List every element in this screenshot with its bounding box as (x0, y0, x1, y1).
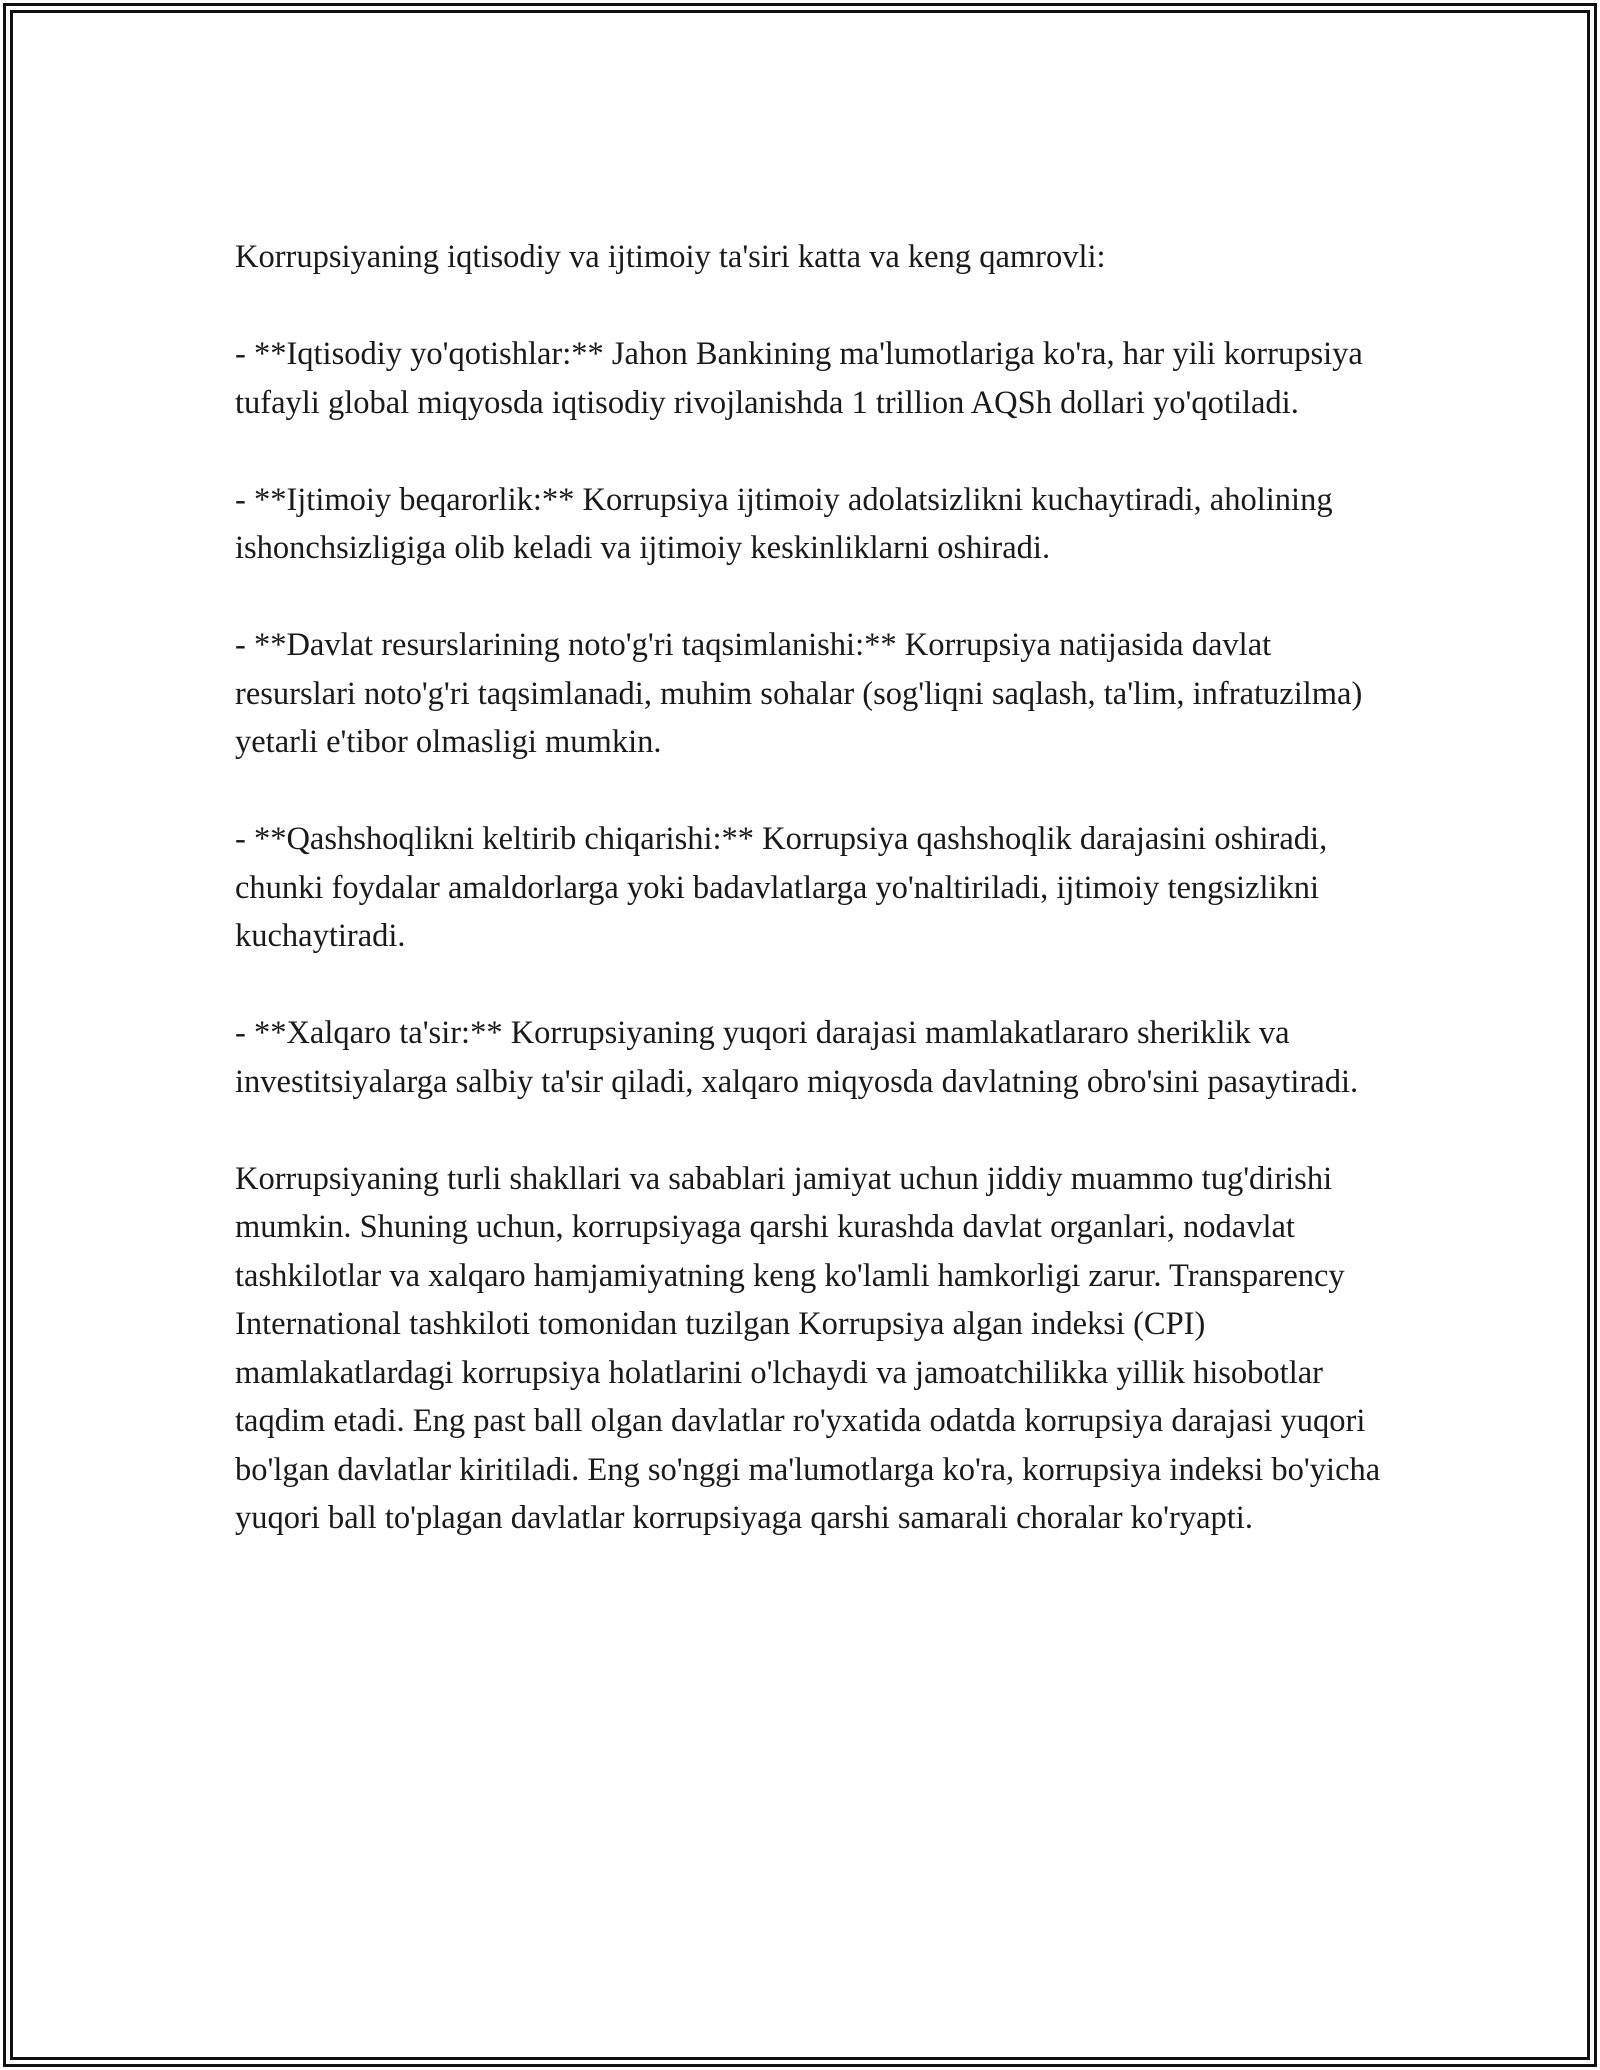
list-item-social-instability: - **Ijtimoiy beqarorlik:** Korrupsiya ijtimoiy adolatsizlikni kuchaytiradi, aholining ishonchsizligiga olib keladi va ijtimoiy keskinliklarni oshiradi. (235, 481, 1333, 566)
list-item-economic-losses: - **Iqtisodiy yo'qotishlar:** Jahon Bankining ma'lumotlariga ko'ra, har yili korrupsiya tufayli global miqyosda iqtisodiy rivojlanishda 1 trillion AQSh dollari yo'qotiladi. (235, 336, 1363, 421)
list-item-international-impact: - **Xalqaro ta'sir:** Korrupsiyaning yuqori darajasi mamlakatlararo sheriklik va investitsiyalarga salbiy ta'sir qiladi, xalqaro miqyosda davlatning obro'sini pasaytiradi. (235, 1015, 1359, 1100)
intro-paragraph: Korrupsiyaning iqtisodiy va ijtimoiy ta'siri katta va keng qamrovli: (235, 239, 1106, 275)
document-body (235, 233, 1385, 1543)
list-item-resource-misallocation: - **Davlat resurslarining noto'g'ri taqsimlanishi:** Korrupsiya natijasida davlat resurslari noto'g'ri taqsimlanadi, muhim sohalar (sog'liqni saqlash, ta'lim, infratuzilma) yetarli e'tibor olmasligi mumkin. (235, 627, 1363, 760)
list-item-poverty: - **Qashshoqlikni keltirib chiqarishi:** Korrupsiya qashshoqlik darajasini oshiradi, chunki foydalar amaldorlarga yoki badavlatlarga yo'naltiriladi, ijtimoiy tengsizlikni kuchaytiradi. (235, 821, 1328, 954)
conclusion-paragraph: Korrupsiyaning turli shakllari va sabablari jamiyat uchun jiddiy muammo tug'dirishi mumkin. Shuning uchun, korrupsiyaga qarshi kurashda davlat organlari, nodavlat tashkilotlar va xalqaro hamjamiyatning keng ko'lamli hamkorligi zarur. Transparency International tashkiloti tomonidan tuzilgan Korrupsiya algan indeksi (CPI) mamlakatlardagi korrupsiya holatlarini o'lchaydi va jamoatchilikka yillik hisobotlar taqdim etadi. Eng past ball olgan davlatlar ro'yxatida odatda korrupsiya darajasi yuqori bo'lgan davlatlar kiritiladi. Eng so'nggi ma'lumotlarga ko'ra, korrupsiya indeksi bo'yicha yuqori ball to'plagan davlatlar korrupsiyaga qarshi samarali choralar ko'ryapti. (235, 1160, 1381, 1536)
